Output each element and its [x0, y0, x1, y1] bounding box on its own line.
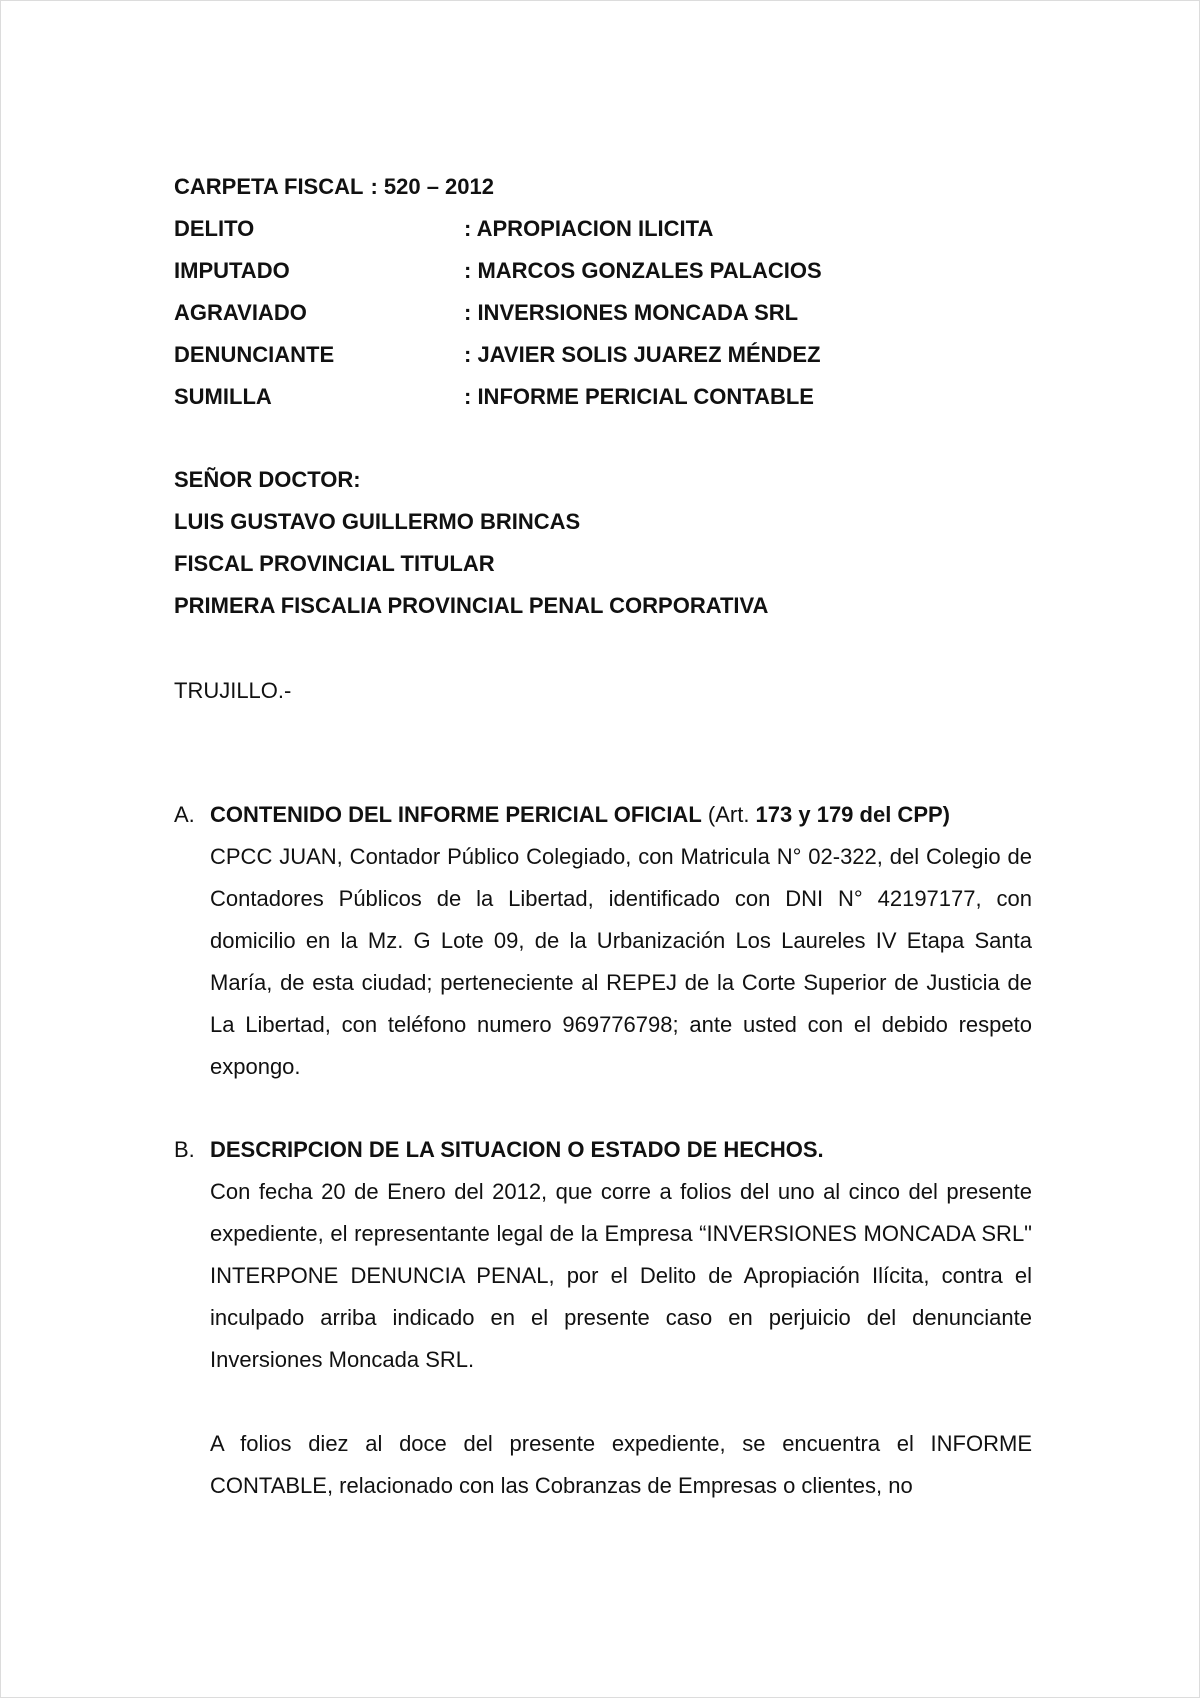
header-row-sumilla: [174, 383, 1054, 425]
section-a-letter: A.: [174, 802, 195, 827]
section-b-heading: DESCRIPCION DE LA SITUACION O ESTADO DE HECHOS.: [210, 1137, 824, 1162]
addressee-name: LUIS GUSTAVO GUILLERMO BRINCAS: [174, 509, 581, 534]
case-header: [174, 173, 1054, 425]
header-row-imputado: [174, 257, 1054, 299]
header-row-denunciante: [174, 341, 1054, 383]
denunciante-value: : JAVIER SOLIS JUAREZ MÉNDEZ: [464, 342, 821, 367]
addressee-block: [174, 466, 768, 634]
section-a-paragraph: CPCC JUAN, Contador Público Colegiado, con Matricula N° 02-322, del Colegio de Contadores Públicos de la Libertad, identificado con DNI N° 42197177, con domicilio en la Mz. G Lote 09, de la Urbanización Los Laureles IV Etapa Santa María, de esta ciudad; perteneciente al REPEJ de la Corte Superior de Justicia de La Libertad, con teléfono numero 969776798; ante usted con el debido respeto expongo.: [210, 844, 1032, 1079]
section-b: [174, 1136, 1032, 1507]
addressee-office: PRIMERA FISCALIA PROVINCIAL PENAL CORPORATIVA: [174, 593, 769, 618]
sumilla-value: : INFORME PERICIAL CONTABLE: [464, 384, 814, 409]
delito-label: DELITO: [174, 216, 255, 241]
section-a-note-open: (Art.: [701, 802, 756, 827]
delito-value: : APROPIACION ILICITA: [464, 216, 714, 241]
salutation: SEÑOR DOCTOR:: [174, 467, 361, 492]
section-b-paragraph-2: A folios diez al doce del presente expediente, se encuentra el INFORME CONTABLE, relacionado con las Cobranzas de Empresas o clientes, no: [210, 1431, 1032, 1498]
carpeta-value: : 520 – 2012: [370, 174, 494, 199]
carpeta-label: CARPETA FISCAL: [174, 174, 364, 199]
imputado-label: IMPUTADO: [174, 258, 290, 283]
agraviado-label: AGRAVIADO: [174, 300, 307, 325]
city-line: TRUJILLO.-: [174, 678, 292, 703]
section-b-letter: B.: [174, 1137, 195, 1162]
section-b-paragraph-1: Con fecha 20 de Enero del 2012, que corre a folios del uno al cinco del presente expediente, el representante legal de la Empresa “INVERSIONES MONCADA SRL" INTERPONE DENUNCIA PENAL, por el Delito de Apropiación Ilícita, contra el inculpado arriba indicado en el presente caso en perjuicio del denunciante Inversiones Moncada SRL.: [210, 1179, 1032, 1372]
sumilla-label: SUMILLA: [174, 384, 272, 409]
section-a-note-bold: 173 y 179 del CPP): [755, 802, 950, 827]
section-a: [174, 801, 1032, 1088]
imputado-value: : MARCOS GONZALES PALACIOS: [464, 258, 822, 283]
section-a-heading: CONTENIDO DEL INFORME PERICIAL OFICIAL: [210, 802, 702, 827]
addressee-position: FISCAL PROVINCIAL TITULAR: [174, 551, 495, 576]
header-row-carpeta: [174, 173, 1054, 215]
denunciante-label: DENUNCIANTE: [174, 342, 335, 367]
header-row-agraviado: [174, 299, 1054, 341]
header-row-delito: [174, 215, 1054, 257]
agraviado-value: : INVERSIONES MONCADA SRL: [464, 300, 799, 325]
